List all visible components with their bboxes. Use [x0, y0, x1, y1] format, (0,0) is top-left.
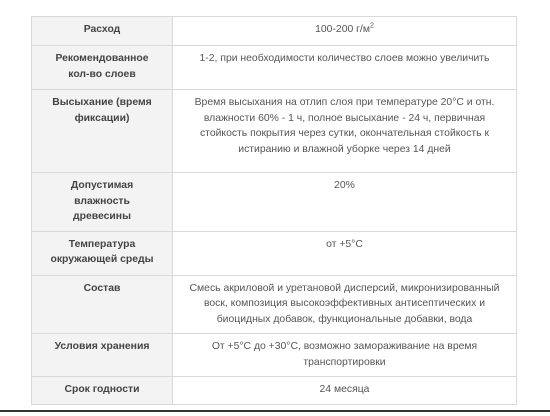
row-label-shelf-life: Срок годности	[32, 377, 173, 405]
row-label-wood-moisture: Допустимая влажность древесины	[32, 173, 173, 232]
row-value-drying: Время высыхания на отлип слоя при температуре 20°C и отн. влажности 60% - 1 ч, полное высыхание - 24 ч, первичная стойкость покрытия через сутки, окончательная стойкость к истиранию и влажной уборке через 14 дней	[173, 90, 517, 173]
row-label-composition: Состав	[32, 275, 173, 334]
row-label-consumption: Расход	[32, 17, 173, 46]
consumption-unit-superscript: 2	[369, 22, 374, 30]
row-label-drying: Высыхание (время фиксации)	[32, 90, 173, 173]
table-row	[32, 334, 517, 377]
row-label-layers: Рекомендованное кол-во слоев	[32, 46, 173, 90]
row-value-layers: 1-2, при необходимости количество слоев можно увеличить	[173, 46, 517, 90]
table-row	[32, 275, 517, 334]
cropped-text-above	[0, 0, 550, 6]
row-value-consumption	[173, 17, 517, 46]
row-value-wood-moisture: 20%	[173, 173, 517, 232]
table-row	[32, 231, 517, 275]
row-value-ambient-temperature: от +5°C	[173, 231, 517, 275]
row-value-composition: Смесь акриловой и уретановой дисперсий, микронизированный воск, композиция высокоэффективных антисептических и биоцидных добавок, функциональные добавки, вода	[173, 275, 517, 334]
table-row	[32, 90, 517, 173]
specifications-table	[31, 16, 517, 405]
table-row	[32, 46, 517, 90]
consumption-value-text: 100-200 г/м	[315, 24, 370, 35]
row-value-storage: От +5°C до +30°C, возможно замораживание на время транспортировки	[173, 334, 517, 377]
row-label-ambient-temperature: Температура окружающей среды	[32, 231, 173, 275]
table-row	[32, 17, 517, 46]
table-row	[32, 173, 517, 232]
row-label-storage: Условия хранения	[32, 334, 173, 377]
bottom-divider	[0, 410, 550, 412]
row-value-shelf-life: 24 месяца	[173, 377, 517, 405]
table-row	[32, 377, 517, 405]
